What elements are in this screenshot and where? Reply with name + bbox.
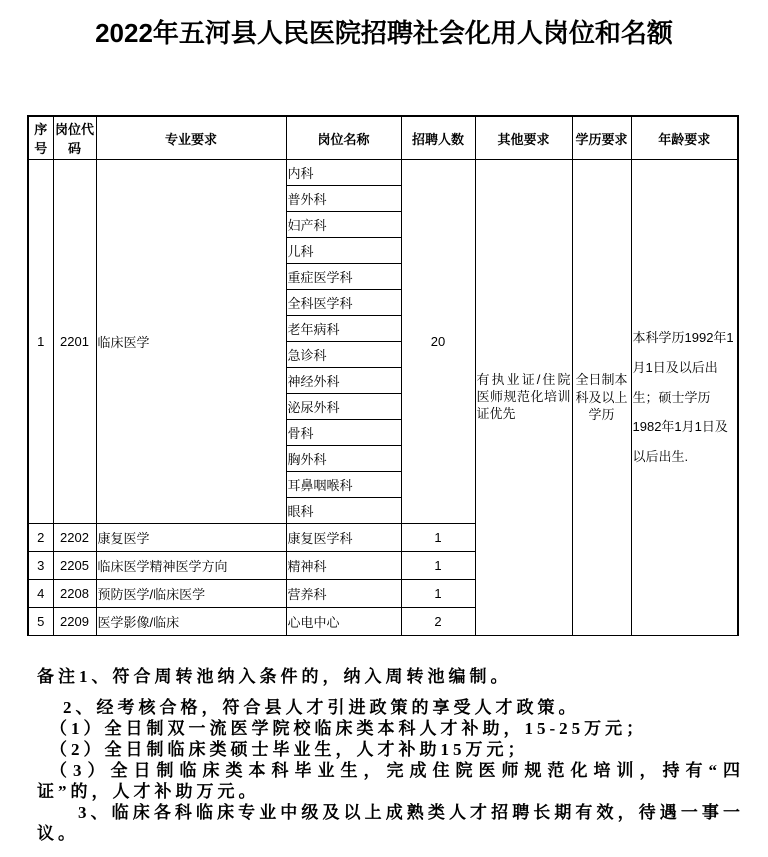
row-position-cell: 康复医学科 xyxy=(286,524,401,552)
dept-cell: 耳鼻咽喉科 xyxy=(286,472,401,498)
row1-count-cell: 20 xyxy=(401,160,475,524)
row-index-cell: 4 xyxy=(28,580,53,608)
age-req-cell: 本科学历1992年1月1日及以后出生；硕士学历1982年1月1日及以后出生. xyxy=(631,160,738,636)
col-header-education: 学历要求 xyxy=(572,116,631,160)
row-position-cell: 营养科 xyxy=(286,580,401,608)
col-header-position: 岗位名称 xyxy=(286,116,401,160)
other-req-cell: 有执业证/住院医师规范化培训证优先 xyxy=(475,160,572,636)
row-code-cell: 2208 xyxy=(53,580,96,608)
col-header-age: 年龄要求 xyxy=(631,116,738,160)
row-count-cell: 1 xyxy=(401,524,475,552)
col-header-major: 专业要求 xyxy=(96,116,286,160)
row1-code-cell: 2201 xyxy=(53,160,96,524)
row-major-cell: 临床医学精神医学方向 xyxy=(96,552,286,580)
row-count-cell: 2 xyxy=(401,608,475,636)
row-index-cell: 3 xyxy=(28,552,53,580)
edu-req-cell: 全日制本科及以上学历 xyxy=(572,160,631,636)
row-index-cell: 2 xyxy=(28,524,53,552)
col-header-code: 岗位代码 xyxy=(53,116,96,160)
row-position-cell: 精神科 xyxy=(286,552,401,580)
row-count-cell: 1 xyxy=(401,552,475,580)
row-major-cell: 预防医学/临床医学 xyxy=(96,580,286,608)
note-line: 3、临床各科临床专业中级及以上成熟类人才招聘长期有效，待遇一事一议。 xyxy=(37,803,744,843)
row-major-cell: 康复医学 xyxy=(96,524,286,552)
dept-cell: 神经外科 xyxy=(286,368,401,394)
row-code-cell: 2202 xyxy=(53,524,96,552)
note-line: 2、经考核合格，符合县人才引进政策的享受人才政策。 xyxy=(63,698,580,717)
dept-cell: 眼科 xyxy=(286,498,401,524)
note-line: （2）全日制临床类硕士毕业生，人才补助15万元； xyxy=(50,740,529,759)
dept-cell: 胸外科 xyxy=(286,446,401,472)
col-header-other: 其他要求 xyxy=(475,116,572,160)
table-row xyxy=(28,160,738,186)
table-header-row xyxy=(28,116,738,160)
note-line: （1）全日制双一流医学院校临床类本科人才补助，15-25万元； xyxy=(50,719,648,738)
row-code-cell: 2205 xyxy=(53,552,96,580)
dept-cell: 全科医学科 xyxy=(286,290,401,316)
row-index-cell: 5 xyxy=(28,608,53,636)
dept-cell: 儿科 xyxy=(286,238,401,264)
row-major-cell: 医学影像/临床 xyxy=(96,608,286,636)
col-header-count: 招聘人数 xyxy=(401,116,475,160)
row1-index-cell: 1 xyxy=(28,160,53,524)
dept-cell: 妇产科 xyxy=(286,212,401,238)
dept-cell: 泌尿外科 xyxy=(286,394,401,420)
dept-cell: 急诊科 xyxy=(286,342,401,368)
row-position-cell: 心电中心 xyxy=(286,608,401,636)
recruitment-table xyxy=(27,115,739,636)
dept-cell: 老年病科 xyxy=(286,316,401,342)
dept-cell: 重症医学科 xyxy=(286,264,401,290)
dept-cell: 普外科 xyxy=(286,186,401,212)
notes xyxy=(37,666,744,844)
row-code-cell: 2209 xyxy=(53,608,96,636)
row1-major-cell: 临床医学 xyxy=(96,160,286,524)
note-line: 备注1、符合周转池纳入条件的，纳入周转池编制。 xyxy=(37,667,512,686)
row-count-cell: 1 xyxy=(401,580,475,608)
dept-cell: 内科 xyxy=(286,160,401,186)
col-header-index: 序号 xyxy=(28,116,53,160)
page-title: 2022年五河县人民医院招聘社会化用人岗位和名额 xyxy=(95,18,673,48)
dept-cell: 骨科 xyxy=(286,420,401,446)
note-line: （3）全日制临床类本科毕业生，完成住院医师规范化培训，持有“四证”的，人才补助万元。 xyxy=(37,761,744,801)
